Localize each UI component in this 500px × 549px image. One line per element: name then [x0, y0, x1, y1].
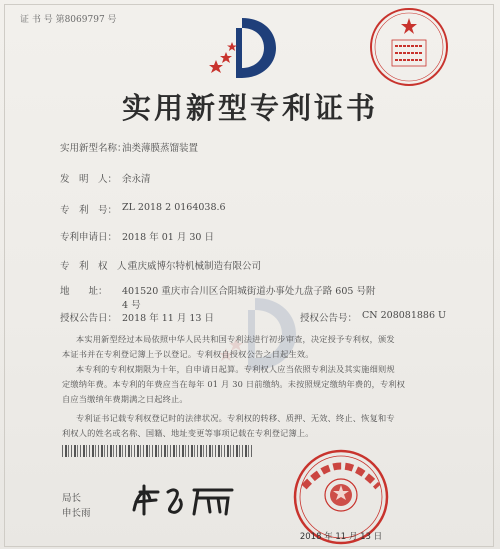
field-value-patent-no: ZL 2018 2 0164038.6	[122, 202, 226, 213]
bottom-official-seal	[282, 447, 400, 547]
paragraph-2-line-1: 本专利的专利权期限为十年，自申请日起算。专利权人应当依照专利法及其实施细则规	[76, 364, 395, 374]
field-label-inventor: 发 明 人：	[60, 174, 118, 185]
field-label-patent-no: 专 利 号：	[60, 205, 118, 216]
paragraph-1-line-2: 本证书并在专利登记簿上予以登记。专利权自授权公告之日起生效。	[62, 349, 314, 359]
barcode	[62, 445, 252, 457]
paragraph-3-line-2: 利权人的姓名或名称、国籍、地址变更等事项记载在专利登记簿上。	[62, 428, 314, 438]
certificate-number: 证 书 号 第8069797 号	[20, 15, 117, 25]
certificate-title: 实用新型专利证书	[121, 91, 378, 125]
cnipa-emblem-icon	[202, 14, 282, 84]
grant-no-value: CN 208081886 U	[362, 310, 447, 321]
field-value-address: 401520 重庆市合川区合阳城街道办事处九盘子路 605 号附	[122, 286, 376, 297]
field-value-patentee: 重庆威博尔特机械制造有限公司	[128, 261, 262, 272]
seal-date: 2018 年 11 月 13 日	[299, 532, 383, 542]
field-value-address-line2: 4 号	[122, 300, 141, 311]
grant-date-label: 授权公告日：	[60, 313, 118, 324]
field-label-patentee: 专 利 权 人：	[60, 261, 137, 272]
paragraph-1-line-1: 本实用新型经过本局依照中华人民共和国专利法进行初步审查，决定授予专利权，颁发	[76, 334, 395, 344]
paragraph-2-line-2: 定缴纳年费。本专利的年费应当在每年 01 月 30 日前缴纳。未按照规定缴纳年费的，专利权	[62, 379, 406, 389]
director-title: 局长	[62, 493, 82, 504]
grant-date-value: 2018 年 11 月 13 日	[122, 313, 214, 324]
field-label-name: 实用新型名称：	[60, 143, 127, 154]
field-value-inventor: 余永清	[122, 174, 151, 185]
field-label-address: 地 址：	[60, 286, 108, 297]
paragraph-2-line-3: 自应当缴纳年费期满之日起终止。	[62, 394, 188, 404]
field-value-filing-date: 2018 年 01 月 30 日	[122, 232, 214, 243]
field-value-name: 油类薄膜蒸馏装置	[122, 143, 199, 154]
field-label-filing-date: 专利申请日：	[60, 232, 118, 243]
top-official-stamp	[368, 6, 450, 88]
director-signature	[128, 480, 238, 520]
paragraph-3-line-1: 专利证书记载专利权登记时的法律状况。专利权的转移、质押、无效、终止、恢复和专	[76, 413, 395, 423]
director-name: 申长雨	[62, 508, 91, 519]
grant-no-label: 授权公告号：	[300, 313, 358, 324]
